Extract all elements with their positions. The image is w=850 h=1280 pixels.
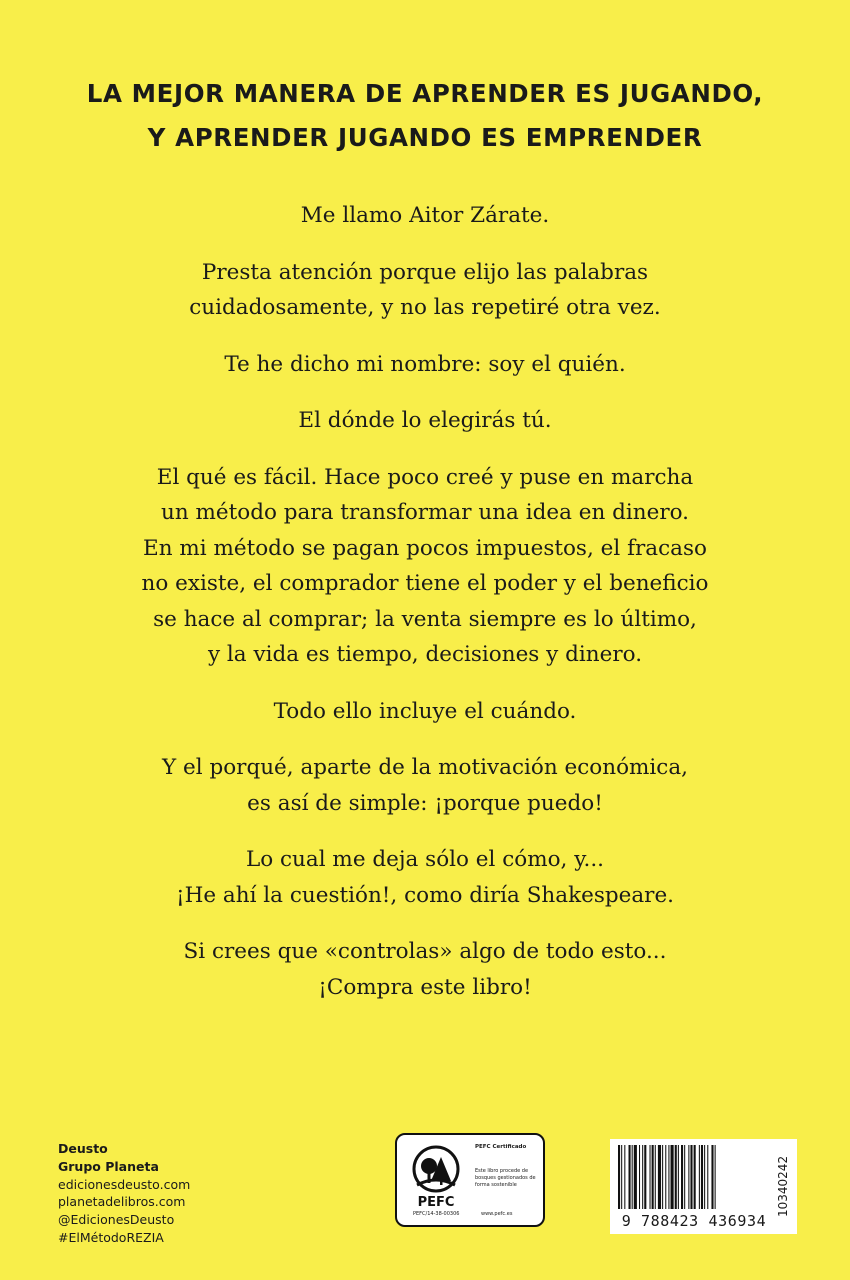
barcode-bar (652, 1145, 654, 1209)
back-cover-text (0, 198, 850, 1026)
paragraph-line: no existe, el comprador tiene el poder y el beneficio (141, 571, 709, 596)
barcode-bar (639, 1145, 640, 1209)
paragraph (0, 255, 850, 326)
paragraph-line: se hace al comprar; la venta siempre es lo último, (153, 606, 697, 632)
barcode-bar (681, 1145, 683, 1209)
pefc-certification-badge (395, 1133, 545, 1227)
barcode-bar (671, 1145, 674, 1209)
paragraph (0, 842, 850, 913)
barcode-bar (634, 1145, 637, 1209)
pefc-logo-text: PEFC (417, 1195, 455, 1209)
paragraph-line: El dónde lo elegirás tú. (298, 408, 552, 433)
barcode-bar (688, 1145, 689, 1209)
pefc-title: PEFC Certificado (475, 1144, 527, 1150)
paragraph-line: es así de simple: ¡porque puedo! (247, 790, 603, 816)
barcode-bar (699, 1145, 700, 1209)
barcode-bar (684, 1145, 685, 1209)
website-2: planetadelibros.com (58, 1194, 186, 1210)
paragraph (0, 694, 850, 730)
barcode-bar (704, 1145, 705, 1209)
barcode-bar (662, 1145, 663, 1209)
paragraph (0, 750, 850, 821)
paragraph-line: y la vida es tiempo, decisiones y dinero. (207, 642, 643, 667)
isbn-number: 9 788423 436934 (621, 1212, 767, 1230)
barcode-bar (711, 1145, 713, 1209)
barcode-bar (632, 1145, 633, 1209)
barcode-bar (644, 1145, 646, 1209)
paragraph-line: Me llamo Aitor Zárate. (300, 203, 550, 228)
paragraph (0, 403, 850, 439)
barcode-bar (665, 1145, 666, 1209)
barcode-bar (621, 1145, 622, 1209)
paragraph (0, 347, 850, 383)
headline-line-2: Y APRENDER JUGANDO ES EMPRENDER (147, 123, 703, 152)
paragraph (0, 198, 850, 234)
paragraph-line: El qué es fácil. Hace poco creé y puse en marcha (156, 464, 694, 490)
barcode-bar (675, 1145, 677, 1209)
barcode-bar (624, 1145, 625, 1209)
barcode-bar (629, 1145, 631, 1209)
barcode-bars (618, 1145, 768, 1209)
paragraph-line: En mi método se pagan pocos impuestos, el fracaso (143, 535, 707, 561)
barcode-bar (707, 1145, 708, 1209)
social-handle: @EdicionesDeusto (58, 1212, 175, 1228)
barcode-bar (678, 1145, 679, 1209)
barcode-bar (655, 1145, 656, 1209)
barcode-bar (690, 1145, 692, 1209)
website-1: edicionesdeusto.com (58, 1176, 191, 1192)
pefc-code: PEFC/14-38-00306 (413, 1211, 460, 1217)
paragraph-line: ¡He ahí la cuestión!, como diría Shakespeare. (175, 882, 675, 908)
barcode-bar (715, 1145, 716, 1209)
paragraph-line: Si crees que «controlas» algo de todo esto... (183, 939, 667, 964)
imprint (58, 1140, 190, 1247)
pefc-url: www.pefc.es (481, 1211, 513, 1217)
hashtag: #ElMétodoREZIA (58, 1229, 164, 1245)
headline (0, 72, 850, 160)
paragraph (0, 460, 850, 673)
barcode-bar (694, 1145, 696, 1209)
barcode-bar (618, 1145, 620, 1209)
barcode-bar (650, 1145, 651, 1209)
publisher-group: Grupo Planeta (58, 1158, 159, 1174)
pefc-description: Este libro procede de bosques gestionados de forma sostenible (475, 1168, 536, 1188)
paragraph-line: ¡Compra este libro! (318, 974, 532, 1000)
publisher-name: Deusto (58, 1141, 108, 1156)
paragraph-line: Presta atención porque elijo las palabras (201, 259, 649, 285)
paragraph-line: Y el porqué, aparte de la motivación económica, (162, 755, 688, 780)
barcode-bar (642, 1145, 643, 1209)
barcode-bar (658, 1145, 661, 1209)
paragraph-line: cuidadosamente, y no las repetiré otra vez. (189, 295, 661, 320)
pefc-logo-icon (407, 1145, 465, 1209)
isbn-barcode (610, 1139, 797, 1234)
headline-line-1: LA MEJOR MANERA DE APRENDER ES JUGANDO, (86, 79, 764, 108)
paragraph-line: Lo cual me deja sólo el cómo, y... (245, 847, 605, 872)
barcode-bar (668, 1145, 669, 1209)
product-code: 10340242 (776, 1155, 790, 1217)
paragraph-line: un método para transformar una idea en dinero. (160, 500, 690, 525)
paragraph-line: Todo ello incluye el cuándo. (273, 698, 577, 724)
paragraph (0, 934, 850, 1005)
barcode-bar (701, 1145, 703, 1209)
paragraph-line: Te he dicho mi nombre: soy el quién. (224, 351, 626, 377)
